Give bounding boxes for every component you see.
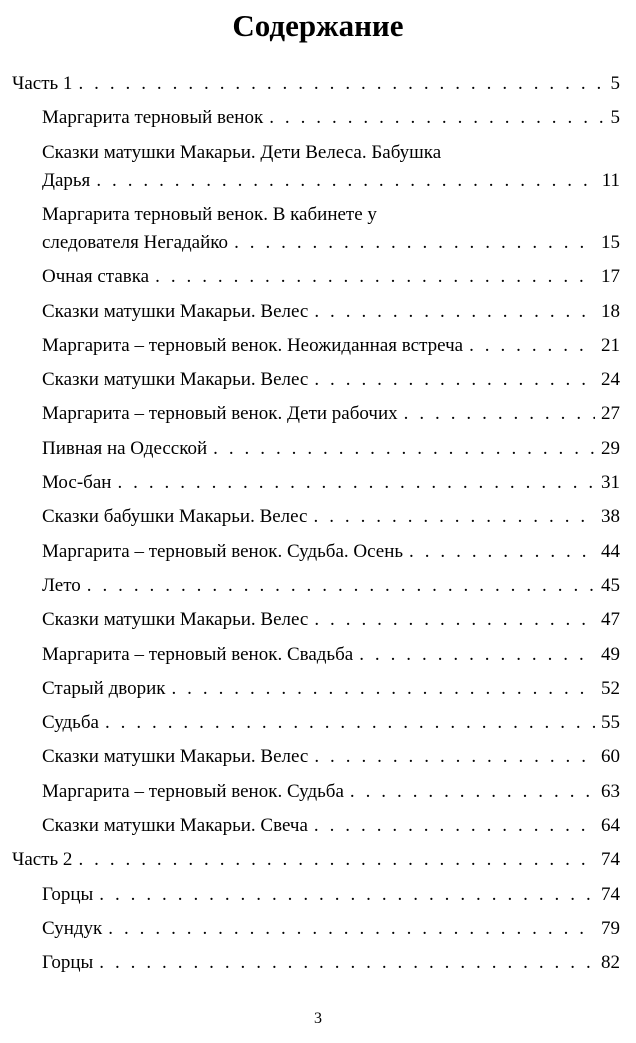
dot-leader — [314, 743, 595, 771]
toc-entry-page: 82 — [601, 952, 620, 974]
toc-entry-title-line1: Маргарита терновый венок. В кабинете у — [42, 203, 377, 225]
dot-leader — [314, 503, 596, 531]
toc-entry-title: Старый дворик — [42, 677, 166, 699]
toc-entry — [42, 812, 620, 840]
dot-leader — [78, 70, 604, 98]
toc-entry-page: 79 — [601, 917, 620, 939]
dot-leader — [350, 778, 595, 806]
toc-entry-title-line1: Сказки матушки Макарьи. Дети Велеса. Бабушка — [42, 141, 442, 163]
toc-entry — [42, 743, 620, 771]
dot-leader — [469, 332, 595, 360]
toc-entry — [42, 201, 620, 257]
toc-entry-title: Часть 1 — [12, 73, 73, 94]
dot-leader — [108, 915, 595, 943]
toc-entry — [42, 778, 620, 806]
dot-leader — [99, 949, 595, 977]
dot-leader — [87, 572, 595, 600]
dot-leader — [314, 812, 595, 840]
dot-leader — [105, 709, 595, 737]
toc-entry-page: 31 — [601, 472, 620, 493]
toc-entry-page: 24 — [601, 369, 620, 391]
toc-entry-title: Сундук — [42, 917, 103, 939]
toc-entry — [42, 469, 620, 497]
dot-leader — [314, 298, 595, 326]
toc-entry-title: Сказки матушки Макарьи. Велес — [42, 609, 309, 631]
toc-entry-page: 52 — [601, 677, 620, 699]
toc-entry-page: 27 — [601, 403, 620, 425]
toc-entry-title: Пивная на Одесской — [42, 437, 208, 459]
toc-part-entry — [12, 846, 620, 874]
toc-entry — [42, 538, 620, 566]
toc-entry-title: Судьба — [42, 712, 99, 734]
dot-leader — [269, 104, 604, 132]
toc-entry — [42, 139, 620, 195]
dot-leader — [359, 641, 595, 669]
toc-entry-title: следователя Негадайко — [42, 231, 229, 253]
toc-entry — [42, 263, 620, 291]
toc-entry-page: 5 — [610, 107, 620, 129]
toc-entry-page: 74 — [601, 849, 620, 871]
toc-entry-page: 49 — [601, 643, 620, 665]
toc-entry-title: Сказки матушки Макарьи. Велес — [42, 369, 309, 391]
toc-entry-page: 63 — [601, 780, 620, 802]
dot-leader — [96, 167, 595, 195]
toc-entry — [42, 572, 620, 600]
toc-entry-page: 64 — [601, 815, 620, 836]
toc-entry-page: 18 — [601, 300, 620, 322]
toc-entry — [42, 104, 620, 132]
toc-entry-title: Мос-бан — [42, 472, 112, 493]
dot-leader — [171, 675, 595, 703]
toc-entry — [42, 641, 620, 669]
dot-leader — [117, 469, 595, 497]
toc-entry — [42, 298, 620, 326]
toc-entry-title: Очная ставка — [42, 266, 150, 288]
dot-leader — [155, 263, 595, 291]
dot-leader — [234, 229, 595, 257]
toc-entry-page: 60 — [601, 746, 620, 768]
dot-leader — [314, 606, 595, 634]
toc-entry-title: Сказки матушки Макарьи. Свеча — [42, 815, 308, 836]
toc-entry-title: Горцы — [42, 952, 94, 974]
toc-entry-title: Маргарита терновый венок — [42, 107, 264, 129]
toc-entry-page: 29 — [601, 437, 620, 459]
toc-entry-page: 45 — [601, 574, 620, 596]
toc-entry — [42, 400, 620, 428]
dot-leader — [78, 846, 595, 874]
toc-part-entry — [12, 70, 620, 98]
toc-entry — [42, 606, 620, 634]
toc-entry-title: Маргарита – терновый венок. Судьба. Осень — [42, 540, 404, 562]
toc-entry-title: Часть 2 — [12, 849, 73, 871]
toc-entry-page: 38 — [601, 506, 620, 528]
toc-entry-page: 5 — [610, 73, 620, 94]
toc-entry-page: 47 — [601, 609, 620, 631]
dot-leader — [314, 366, 595, 394]
toc-entry-title: Дарья — [42, 169, 91, 191]
toc-entry-page: 15 — [601, 231, 620, 253]
toc-entry — [42, 503, 620, 531]
toc-entry-title: Маргарита – терновый венок. Судьба — [42, 780, 344, 802]
toc-entry-page: 21 — [601, 334, 620, 356]
toc-entry — [42, 709, 620, 737]
toc-entry-page: 55 — [601, 712, 620, 734]
toc-entry-page: 74 — [601, 883, 620, 905]
toc-entry-title: Маргарита – терновый венок. Свадьба — [42, 643, 354, 665]
toc-entry — [42, 949, 620, 977]
page-title: Содержание — [232, 8, 404, 43]
toc-entry — [42, 332, 620, 360]
toc-entry-page: 17 — [601, 266, 620, 288]
toc-entry — [42, 881, 620, 909]
dot-leader — [404, 400, 595, 428]
toc-entry — [42, 366, 620, 394]
toc-entry-title: Сказки матушки Макарьи. Велес — [42, 300, 309, 322]
toc-entry — [42, 915, 620, 943]
toc-entry-title: Сказки матушки Макарьи. Велес — [42, 746, 309, 768]
page-number: 3 — [314, 1010, 322, 1027]
dot-leader — [409, 538, 595, 566]
toc-entry-title: Горцы — [42, 883, 94, 905]
toc-entry-title: Сказки бабушки Макарьи. Велес — [42, 506, 308, 528]
dot-leader — [213, 435, 595, 463]
toc-entry-page: 44 — [601, 540, 620, 562]
toc-entry — [42, 675, 620, 703]
dot-leader — [99, 881, 595, 909]
toc-entry-title: Маргарита – терновый венок. Дети рабочих — [42, 403, 398, 425]
toc-entry-title: Лето — [42, 574, 81, 596]
toc-entry — [42, 435, 620, 463]
toc-entry-page: 11 — [601, 169, 620, 191]
toc-entry-title: Маргарита – терновый венок. Неожиданная встреча — [42, 334, 464, 356]
